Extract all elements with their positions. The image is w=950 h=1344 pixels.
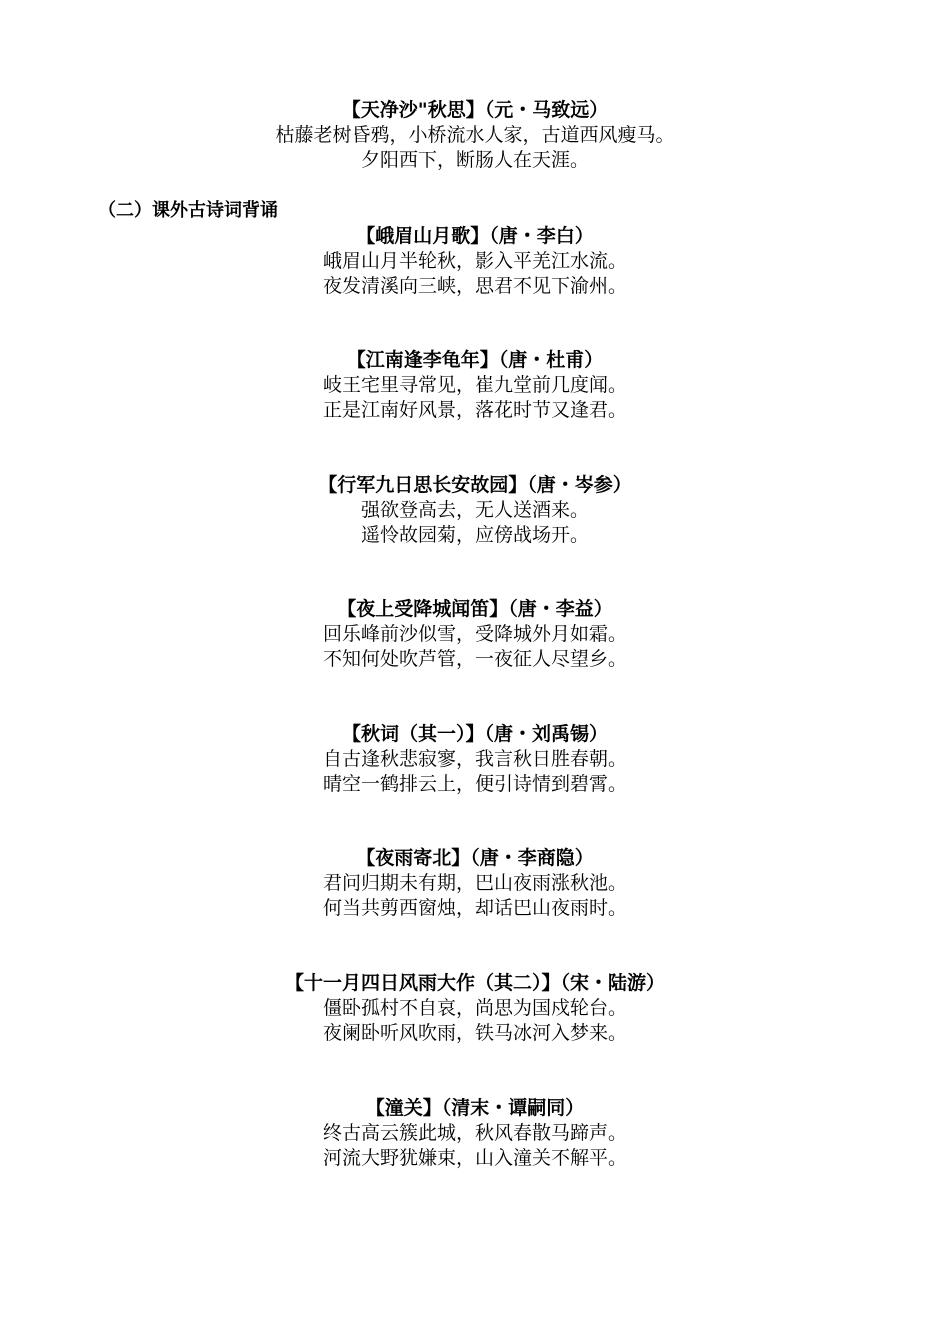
poem-title: 【十一月四日风雨大作（其二）】（宋・陆游）: [284, 972, 665, 994]
poem-title: 【夜雨寄北】（唐・李商隐）: [356, 847, 594, 869]
poem-line: 遥怜故园菊，应傍战场开。: [360, 524, 589, 546]
poem-line: 何当共剪西窗烛，却话巴山夜雨时。: [322, 897, 627, 919]
poem-xingjunjiuri: [0, 473, 950, 548]
poem-line: 岐王宅里寻常见，崔九堂前几度闻。: [322, 374, 627, 396]
poem-line: 夜发清溪向三峡，思君不见下渝州。: [322, 275, 627, 297]
poem-line: 终古高云簇此城，秋风春散马蹄声。: [322, 1122, 627, 1144]
poem-emeishanyuege: [0, 224, 950, 299]
poem-title: 【江南逢李龟年】（唐・杜甫）: [346, 349, 604, 371]
poem-line: 夕阳西下，断肠人在天涯。: [360, 149, 589, 171]
poem-title: 【夜上受降城闻笛】（唐・李益）: [337, 598, 613, 620]
poem-yeyujibei: [0, 846, 950, 921]
poem-line: 枯藤老树昏鸦，小桥流水人家，古道西风瘦马。: [275, 124, 675, 146]
poem-line: 峨眉山月半轮秋，影入平羌江水流。: [322, 250, 627, 272]
section-heading: （二）课外古诗词背诵: [98, 200, 278, 221]
poem-shiyiyuesiri: [0, 971, 950, 1046]
poem-title: 【潼关】（清末・谭嗣同）: [365, 1097, 585, 1119]
poem-title: 【峨眉山月歌】（唐・李白）: [356, 225, 594, 247]
poem-qiuci: [0, 722, 950, 797]
poem-line: 君问归期未有期，巴山夜雨涨秋池。: [322, 872, 627, 894]
poem-tianjingsha: [0, 98, 950, 173]
poem-line: 不知何处吹芦管，一夜征人尽望乡。: [322, 648, 627, 670]
poem-title: 【秋词（其一）】（唐・刘禹锡）: [341, 723, 608, 745]
poem-tongguan: [0, 1096, 950, 1171]
poem-line: 僵卧孤村不自哀，尚思为国戍轮台。: [322, 997, 627, 1019]
poem-title: 【天净沙"秋思】（元・马致远）: [341, 99, 609, 121]
poem-line: 自古逢秋悲寂寥，我言秋日胜春朝。: [322, 748, 627, 770]
poem-line: 晴空一鹤排云上，便引诗情到碧霄。: [322, 773, 627, 795]
poem-line: 回乐峰前沙似雪，受降城外月如霜。: [322, 623, 627, 645]
poem-jiangnanfengliguinian: [0, 348, 950, 423]
poem-yeshangshouxiangcheng: [0, 597, 950, 672]
poem-line: 夜阑卧听风吹雨，铁马冰河入梦来。: [322, 1022, 627, 1044]
poem-title: 【行军九日思长安故园】（唐・岑参）: [318, 474, 632, 496]
poem-line: 河流大野犹嫌束，山入潼关不解平。: [322, 1147, 627, 1169]
poem-line: 正是江南好风景，落花时节又逢君。: [322, 399, 627, 421]
poem-line: 强欲登高去，无人送酒来。: [360, 499, 589, 521]
